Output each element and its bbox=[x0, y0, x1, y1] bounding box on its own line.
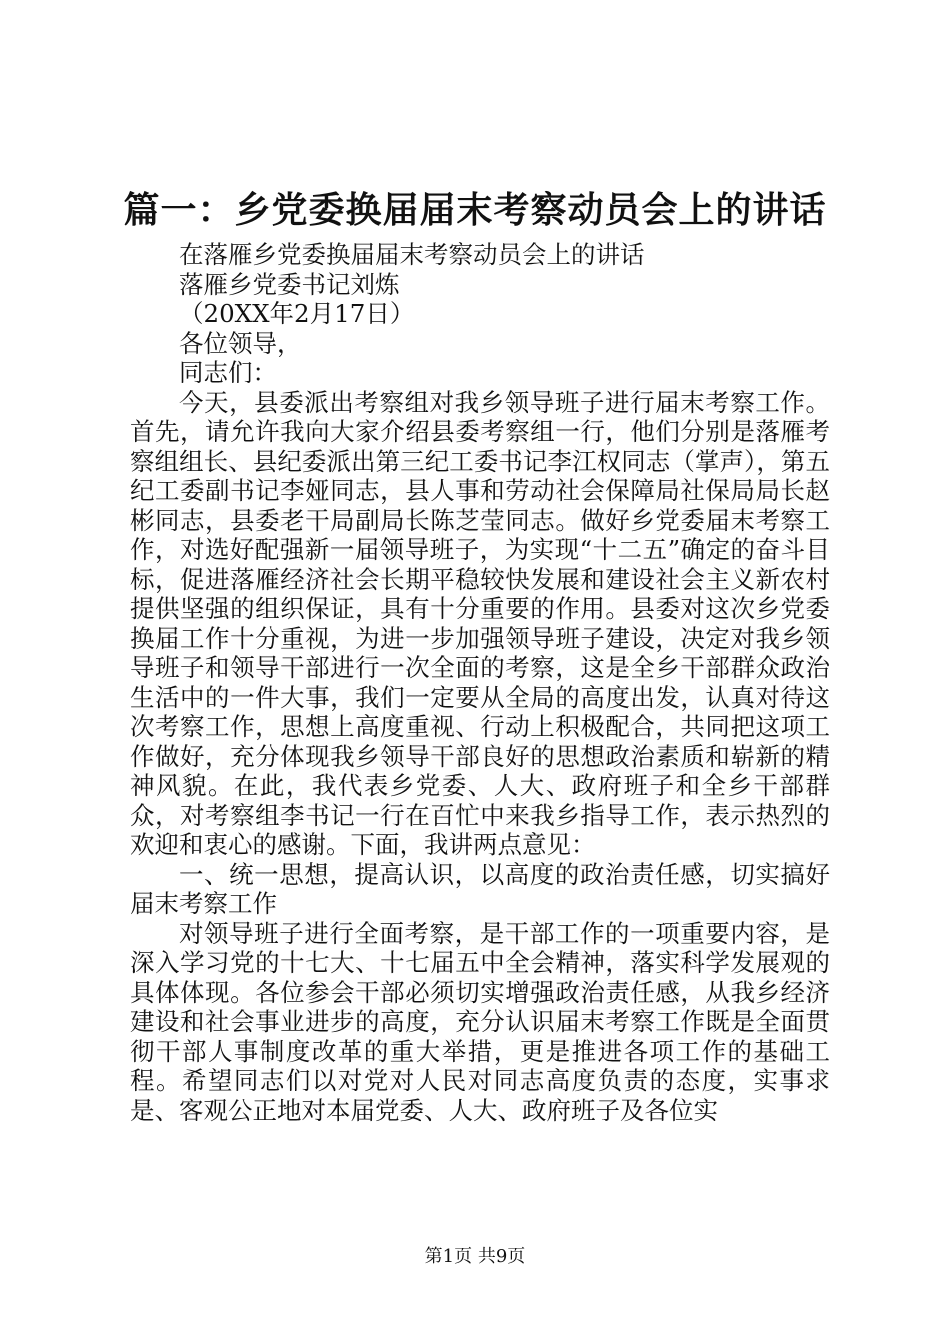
document-body bbox=[130, 240, 830, 1125]
salutation-comrades: 同志们： bbox=[179, 358, 277, 387]
page-number-footer: 第1页 共9页 bbox=[424, 1246, 526, 1267]
salutation-leaders: 各位领导， bbox=[179, 328, 302, 358]
paragraph-section-1: 对领导班子进行全面考察，是干部工作的一项重要内容，是深入学习党的十七大、十七届五中全会精神，落实科学发展观的具体体现。各位参会干部必须切实增强政治责任感，从我乡经济建设和社会事业进步的高度，充分认识届末考察工作既是全面贯彻干部人事制度改革的重大举措，更是推进各项工作的基础工程。希望同志们以对党对人民对同志高度负责的态度，实事求是、客观公正地对本届党委、人大、政府班子及各位实 bbox=[130, 918, 830, 1125]
speech-heading: 在落雁乡党委换届届末考察动员会上的讲话 bbox=[179, 240, 645, 269]
document-title: 篇一：乡党委换届届末考察动员会上的讲话 bbox=[123, 189, 827, 231]
section-heading-1: 一、统一思想，提高认识，以高度的政治责任感，切实搞好届末考察工作 bbox=[130, 859, 830, 918]
speaker-line: 落雁乡党委书记刘炼 bbox=[179, 269, 400, 299]
paragraph-intro: 今天，县委派出考察组对我乡领导班子进行届末考察工作。首先，请允许我向大家介绍县委考察组一行，他们分别是落雁考察组组长、县纪委派出第三纪工委书记李江权同志（掌声），第五纪工委副书记李娅同志，县人事和劳动社会保障局社保局局长赵彬同志，县委老干局副局长陈芝莹同志。做好乡党委届末考察工作，对选好配强新一届领导班子，为实现“十二五”确定的奋斗目标，促进落雁经济社会长期平稳较快发展和建设社会主义新农村提供坚强的组织保证，具有十分重要的作用。县委对这次乡党委换届工作十分重视，为进一步加强领导班子建设，决定对我乡领导班子和领导干部进行一次全面的考察，这是全乡干部群众政治生活中的一件大事，我们一定要从全局的高度出发，认真对待这次考察工作，思想上高度重视、行动上积极配合，共同把这项工作做好，充分体现我乡领导干部良好的思想政治素质和崭新的精神风貌。在此，我代表乡党委、人大、政府班子和全乡干部群众，对考察组李书记一行在百忙中来我乡指导工作，表示热烈的欢迎和衷心的感谢。下面，我讲两点意见： bbox=[130, 387, 830, 859]
date-line: （20XX年2月17日） bbox=[179, 299, 415, 328]
